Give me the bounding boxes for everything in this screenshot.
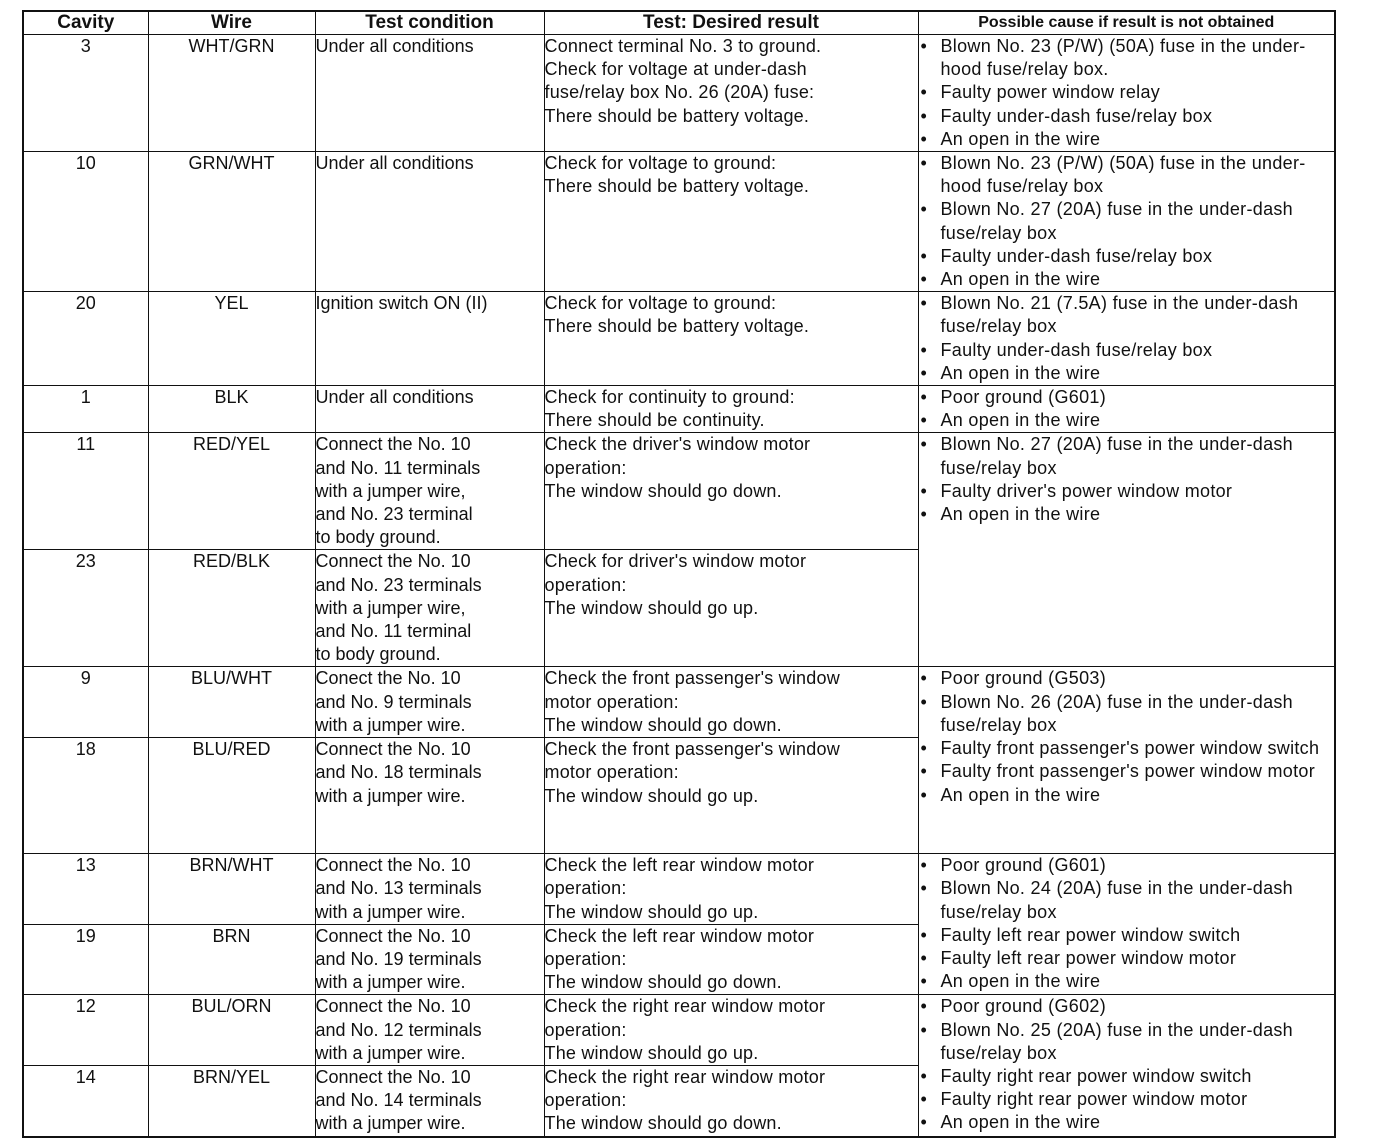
cause-item bbox=[919, 667, 1335, 690]
condition-cell: Ignition switch ON (II) bbox=[315, 292, 544, 386]
cause-cell bbox=[918, 854, 1335, 995]
cause-item bbox=[919, 947, 1335, 970]
condition-cell: Connect the No. 10 and No. 19 terminals with a jumper wire. bbox=[315, 924, 544, 995]
cause-cell bbox=[918, 995, 1335, 1137]
cause-text: An open in the wire bbox=[940, 410, 1101, 431]
bullet-icon: • bbox=[920, 105, 928, 126]
wire-cell: WHT/GRN bbox=[148, 35, 315, 152]
cause-text: Blown No. 24 (20A) fuse in the under-dash fuse/relay box bbox=[940, 878, 1293, 922]
table-row bbox=[23, 854, 1335, 925]
bullet-icon: • bbox=[920, 480, 928, 501]
cause-item bbox=[919, 105, 1335, 128]
cause-list bbox=[919, 292, 1335, 385]
bullet-icon: • bbox=[920, 362, 928, 383]
cause-list bbox=[919, 386, 1335, 432]
cause-item bbox=[919, 292, 1335, 338]
result-cell: Connect terminal No. 3 to ground. Check for voltage at under-dash fuse/relay box No. 26 (20A) fuse: There should be battery voltage. bbox=[544, 35, 918, 152]
cause-text: Faulty under-dash fuse/relay box bbox=[940, 245, 1213, 266]
cause-list bbox=[919, 152, 1335, 291]
bullet-icon: • bbox=[920, 293, 928, 314]
cause-text: An open in the wire bbox=[940, 971, 1101, 992]
cavity-cell: 19 bbox=[23, 924, 148, 995]
bullet-icon: • bbox=[920, 878, 928, 899]
condition-cell: Connect the No. 10 and No. 12 terminals with a jumper wire. bbox=[315, 995, 544, 1066]
cavity-cell: 23 bbox=[23, 550, 148, 667]
cause-item bbox=[919, 339, 1335, 362]
condition-cell: Connect the No. 10 and No. 23 terminals with a jumper wire, and No. 11 terminal to body ground. bbox=[315, 550, 544, 667]
cause-list bbox=[919, 433, 1335, 526]
cause-text: Blown No. 23 (P/W) (50A) fuse in the under-hood fuse/relay box bbox=[940, 153, 1306, 197]
cause-item bbox=[919, 409, 1335, 432]
cavity-cell: 9 bbox=[23, 667, 148, 738]
cause-item bbox=[919, 1088, 1335, 1111]
cause-text: An open in the wire bbox=[940, 128, 1101, 149]
wire-cell: RED/BLK bbox=[148, 550, 315, 667]
bullet-icon: • bbox=[920, 153, 928, 174]
bullet-icon: • bbox=[920, 339, 928, 360]
cause-text: Faulty left rear power window switch bbox=[940, 924, 1241, 945]
cause-item bbox=[919, 81, 1335, 104]
power-window-test-table bbox=[22, 10, 1336, 1138]
bullet-icon: • bbox=[920, 1089, 928, 1110]
wire-cell: BRN/WHT bbox=[148, 854, 315, 925]
condition-cell: Connect the No. 10 and No. 18 terminals with a jumper wire. bbox=[315, 738, 544, 854]
cause-text: Blown No. 23 (P/W) (50A) fuse in the under-hood fuse/relay box. bbox=[940, 36, 1306, 80]
cause-text: Blown No. 27 (20A) fuse in the under-dash fuse/relay box bbox=[940, 199, 1293, 243]
bullet-icon: • bbox=[920, 82, 928, 103]
wire-cell: BRN bbox=[148, 924, 315, 995]
bullet-icon: • bbox=[920, 924, 928, 945]
cause-cell bbox=[918, 35, 1335, 152]
cause-cell bbox=[918, 386, 1335, 433]
result-cell: Check the left rear window motor operation: The window should go up. bbox=[544, 854, 918, 925]
cavity-cell: 18 bbox=[23, 738, 148, 854]
cause-text: Poor ground (G601) bbox=[940, 855, 1106, 876]
cause-item bbox=[919, 152, 1335, 198]
bullet-icon: • bbox=[920, 738, 928, 759]
bullet-icon: • bbox=[920, 947, 928, 968]
result-cell: Check the right rear window motor operation: The window should go up. bbox=[544, 995, 918, 1066]
cause-text: Faulty driver's power window motor bbox=[940, 480, 1233, 501]
cause-text: Blown No. 27 (20A) fuse in the under-dash fuse/relay box bbox=[940, 434, 1293, 478]
bullet-icon: • bbox=[920, 128, 928, 149]
cause-item bbox=[919, 35, 1335, 81]
wire-cell: BUL/ORN bbox=[148, 995, 315, 1066]
cause-item bbox=[919, 760, 1335, 783]
cause-item bbox=[919, 362, 1335, 385]
cause-item bbox=[919, 877, 1335, 923]
condition-cell: Connect the No. 10 and No. 13 terminals with a jumper wire. bbox=[315, 854, 544, 925]
troubleshooting-sheet bbox=[22, 10, 1334, 1134]
cause-text: Faulty left rear power window motor bbox=[940, 947, 1237, 968]
bullet-icon: • bbox=[920, 996, 928, 1017]
cause-list bbox=[919, 667, 1335, 806]
bullet-icon: • bbox=[920, 761, 928, 782]
cause-list bbox=[919, 995, 1335, 1134]
result-cell: Check the front passenger's window motor operation: The window should go down. bbox=[544, 667, 918, 738]
header-test-condition: Test condition bbox=[315, 11, 544, 35]
result-cell: Check the front passenger's window motor operation: The window should go up. bbox=[544, 738, 918, 854]
cause-item bbox=[919, 245, 1335, 268]
cavity-cell: 14 bbox=[23, 1065, 148, 1136]
table-row bbox=[23, 386, 1335, 433]
cause-cell bbox=[918, 292, 1335, 386]
bullet-icon: • bbox=[920, 504, 928, 525]
condition-cell: Conect the No. 10 and No. 9 terminals with a jumper wire. bbox=[315, 667, 544, 738]
cause-text: Poor ground (G503) bbox=[940, 668, 1106, 689]
cause-item bbox=[919, 691, 1335, 737]
cause-item bbox=[919, 503, 1335, 526]
cause-text: Faulty under-dash fuse/relay box bbox=[940, 339, 1213, 360]
condition-cell: Under all conditions bbox=[315, 386, 544, 433]
cause-item bbox=[919, 970, 1335, 993]
cause-item bbox=[919, 268, 1335, 291]
table-row bbox=[23, 433, 1335, 550]
bullet-icon: • bbox=[920, 434, 928, 455]
cause-item bbox=[919, 1065, 1335, 1088]
result-cell: Check the right rear window motor operation: The window should go down. bbox=[544, 1065, 918, 1136]
cause-text: Poor ground (G602) bbox=[940, 996, 1106, 1017]
table-row bbox=[23, 292, 1335, 386]
cause-text: Blown No. 21 (7.5A) fuse in the under-dash fuse/relay box bbox=[940, 293, 1299, 337]
cavity-cell: 10 bbox=[23, 152, 148, 292]
condition-cell: Connect the No. 10 and No. 14 terminals with a jumper wire. bbox=[315, 1065, 544, 1136]
cause-text: Faulty right rear power window motor bbox=[940, 1089, 1248, 1110]
cause-text: Faulty front passenger's power window motor bbox=[940, 761, 1315, 782]
cause-list bbox=[919, 854, 1335, 993]
wire-cell: RED/YEL bbox=[148, 433, 315, 550]
cause-text: Faulty front passenger's power window switch bbox=[940, 738, 1320, 759]
wire-cell: BLU/WHT bbox=[148, 667, 315, 738]
cause-item bbox=[919, 737, 1335, 760]
cause-item bbox=[919, 924, 1335, 947]
cavity-cell: 20 bbox=[23, 292, 148, 386]
cavity-cell: 12 bbox=[23, 995, 148, 1066]
header-possible-cause: Possible cause if result is not obtained bbox=[918, 11, 1335, 35]
cause-text: Blown No. 26 (20A) fuse in the under-dash fuse/relay box bbox=[940, 691, 1293, 735]
cause-text: Faulty under-dash fuse/relay box bbox=[940, 105, 1213, 126]
cause-text: An open in the wire bbox=[940, 784, 1101, 805]
bullet-icon: • bbox=[920, 410, 928, 431]
bullet-icon: • bbox=[920, 1019, 928, 1040]
cause-cell bbox=[918, 667, 1335, 854]
cause-item bbox=[919, 854, 1335, 877]
cavity-cell: 3 bbox=[23, 35, 148, 152]
header-cavity: Cavity bbox=[23, 11, 148, 35]
condition-cell: Connect the No. 10 and No. 11 terminals with a jumper wire, and No. 23 terminal to body ground. bbox=[315, 433, 544, 550]
cause-text: Faulty right rear power window switch bbox=[940, 1065, 1252, 1086]
cause-text: An open in the wire bbox=[940, 504, 1101, 525]
condition-cell: Under all conditions bbox=[315, 35, 544, 152]
bullet-icon: • bbox=[920, 269, 928, 290]
result-cell: Check for driver's window motor operation: The window should go up. bbox=[544, 550, 918, 667]
bullet-icon: • bbox=[920, 36, 928, 56]
cause-text: An open in the wire bbox=[940, 1112, 1101, 1133]
wire-cell: BLU/RED bbox=[148, 738, 315, 854]
table-row bbox=[23, 667, 1335, 738]
bullet-icon: • bbox=[920, 387, 928, 408]
cause-item bbox=[919, 1111, 1335, 1134]
table-row bbox=[23, 152, 1335, 292]
cause-item bbox=[919, 198, 1335, 244]
result-cell: Check for voltage to ground: There should be battery voltage. bbox=[544, 152, 918, 292]
wire-cell: GRN/WHT bbox=[148, 152, 315, 292]
bullet-icon: • bbox=[920, 971, 928, 992]
cause-item bbox=[919, 784, 1335, 807]
condition-cell: Under all conditions bbox=[315, 152, 544, 292]
bullet-icon: • bbox=[920, 1112, 928, 1133]
cause-text: An open in the wire bbox=[940, 362, 1101, 383]
result-cell: Check the left rear window motor operation: The window should go down. bbox=[544, 924, 918, 995]
result-cell: Check for voltage to ground: There should be battery voltage. bbox=[544, 292, 918, 386]
cavity-cell: 11 bbox=[23, 433, 148, 550]
wire-cell: BRN/YEL bbox=[148, 1065, 315, 1136]
cause-text: Blown No. 25 (20A) fuse in the under-dash fuse/relay box bbox=[940, 1019, 1293, 1063]
wire-cell: YEL bbox=[148, 292, 315, 386]
cause-item bbox=[919, 480, 1335, 503]
header-wire: Wire bbox=[148, 11, 315, 35]
bullet-icon: • bbox=[920, 668, 928, 689]
header-desired-result: Test: Desired result bbox=[544, 11, 918, 35]
table-row bbox=[23, 35, 1335, 152]
table-row bbox=[23, 995, 1335, 1066]
cause-list bbox=[919, 35, 1335, 151]
cause-item bbox=[919, 386, 1335, 409]
bullet-icon: • bbox=[920, 691, 928, 712]
wire-cell: BLK bbox=[148, 386, 315, 433]
bullet-icon: • bbox=[920, 1065, 928, 1086]
cause-item bbox=[919, 995, 1335, 1018]
bullet-icon: • bbox=[920, 784, 928, 805]
cause-text: Poor ground (G601) bbox=[940, 387, 1106, 408]
bullet-icon: • bbox=[920, 199, 928, 220]
header-row bbox=[23, 11, 1335, 35]
bullet-icon: • bbox=[920, 855, 928, 876]
cause-cell bbox=[918, 433, 1335, 667]
cavity-cell: 13 bbox=[23, 854, 148, 925]
cause-item bbox=[919, 1019, 1335, 1065]
bullet-icon: • bbox=[920, 245, 928, 266]
cause-item bbox=[919, 128, 1335, 151]
cause-cell bbox=[918, 152, 1335, 292]
cause-text: An open in the wire bbox=[940, 269, 1101, 290]
cavity-cell: 1 bbox=[23, 386, 148, 433]
result-cell: Check for continuity to ground: There should be continuity. bbox=[544, 386, 918, 433]
cause-text: Faulty power window relay bbox=[940, 82, 1161, 103]
result-cell: Check the driver's window motor operation: The window should go down. bbox=[544, 433, 918, 550]
cause-item bbox=[919, 433, 1335, 479]
